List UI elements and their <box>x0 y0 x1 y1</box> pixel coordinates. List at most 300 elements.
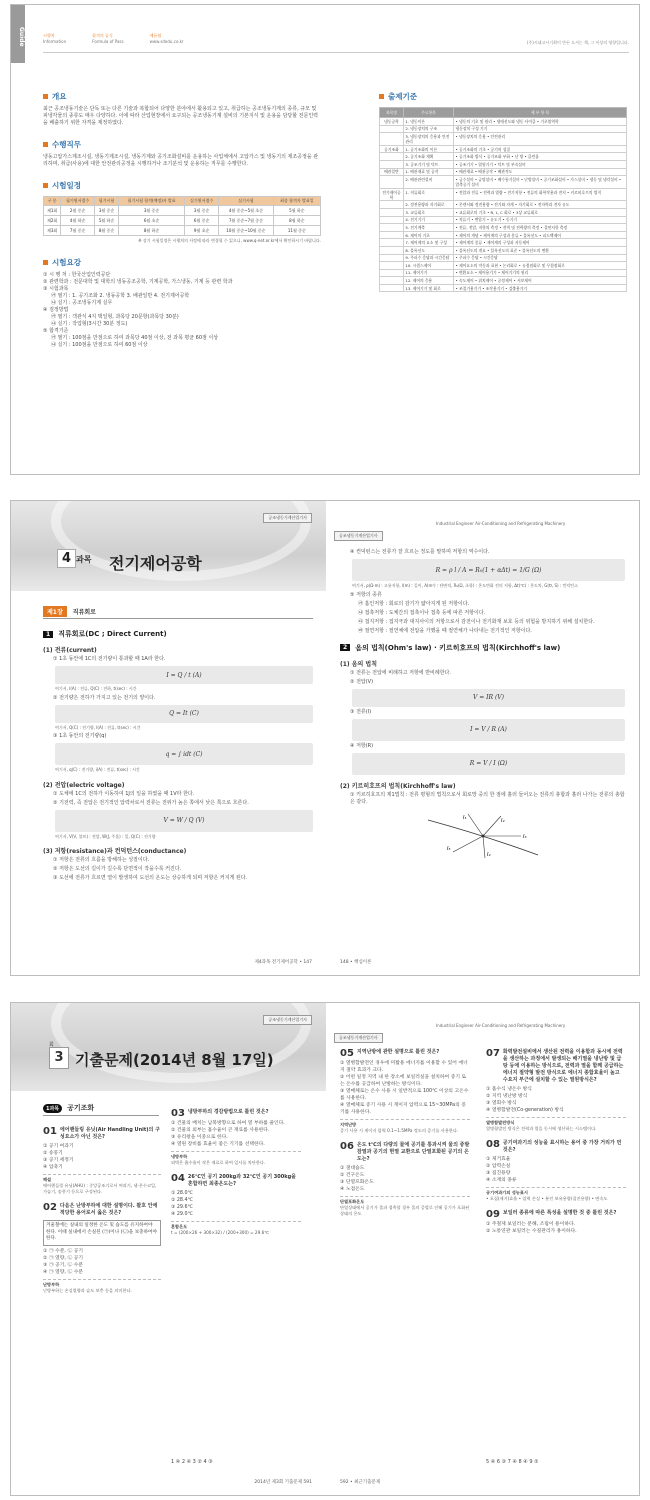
option-list <box>340 1060 470 1116</box>
category-cell <box>380 277 404 285</box>
question-head <box>171 1174 301 1188</box>
answer-option: ③ 단열포화온도 <box>340 1180 374 1185</box>
explanation-label: 공기여과기의 성능표시 <box>486 1190 528 1195</box>
explanation-text: 외벽은 흡수율이 작은 재료로 하여 일사를 차단한다. <box>171 1160 266 1165</box>
answer-option: ① 제거효율 <box>486 1157 511 1162</box>
question-head <box>43 1127 161 1141</box>
question-text: 다음은 난방부하에 대한 설명이다. 괄호 안에 적당한 용어로서 옳은 것은? <box>59 1203 158 1216</box>
question-text: 26℃인 공기 200kg과 32℃인 공기 300kg을 혼합하면 최종온도는? <box>187 1174 296 1187</box>
schedule-note: ※ 상기 시험일정은 시행처의 사정에 따라 변경될 수 있으니, www.q-net.or.kr에서 확인하시기 바랍니다. <box>138 238 321 243</box>
section-title <box>43 257 321 268</box>
option-list <box>340 1165 470 1193</box>
requirement-item: ② 관련학과 : 전문대학 및 대학의 냉동공조공학, 기계공학, 가스냉동, 기계 등 관련 학과 <box>43 278 233 285</box>
detail-cell: • 공기조화 방식 • 공기조화 부하 • 난 방 • 클린룸 <box>454 153 627 161</box>
body-text: ㉮ 흡인저항 : 회로의 감기가 얇아지게 된 저항이다. <box>358 600 470 607</box>
question-head <box>486 1049 626 1084</box>
answer-option: ④ ㉠ 열량, ㉡ 수분 <box>43 1269 84 1275</box>
formula-note: 여기서, Q(C) : 전기량, I(A) : 전류, t(sec) : 시간 <box>55 724 141 730</box>
explanation <box>340 1119 470 1134</box>
running-head: Industrial Engineer Air-Conditioning and Refrigerating Machinery <box>436 1023 566 1028</box>
body-text: ① 전류는 전압에 비례하고 저항에 반비례한다. <box>350 669 451 676</box>
header-cell <box>150 33 184 52</box>
table-row <box>380 254 627 262</box>
main-item-cell: 12. 제어의 응용 <box>403 277 453 285</box>
formula: q = ∫ idt (C) <box>55 743 313 765</box>
question-number: 08 <box>486 1139 500 1150</box>
body-text: ④ 컨덕턴스는 전류가 잘 흐르는 정도를 말하며 저항의 역수이다. <box>350 549 490 555</box>
category-cell <box>380 201 404 209</box>
section-heading-text: 옴의 법칙(Ohm's law) · 키르히호프의 법칙(Kirchhoff's law) <box>355 643 561 652</box>
current-label: I₄ <box>486 851 490 858</box>
category-cell <box>380 262 404 270</box>
requirement-item: ㉯ 실기 : 100점을 만점으로 하여 60점 이상 <box>51 341 148 348</box>
option-list <box>171 1190 301 1218</box>
requirement-item: ④ 검정방법 <box>43 306 69 313</box>
table-row <box>380 216 627 224</box>
table-cell: 제2회 <box>44 216 61 226</box>
current-label: I₁ <box>462 814 466 821</box>
question <box>486 1049 626 1132</box>
detail-cell: • 제어요소의 작동과 표현 • 논리회로 • 유접점회로 및 무접점회로 <box>454 262 627 270</box>
main-item-cell: 2. 배관관련설비 <box>403 176 453 189</box>
category-cell <box>380 208 404 216</box>
requirements-list <box>43 272 321 349</box>
table-cell: 8월 하순 <box>273 216 320 226</box>
question <box>486 1140 626 1202</box>
body-text: ② 전압(V) <box>350 678 374 685</box>
main-item-cell: 10. 시퀀스제어 <box>403 262 453 270</box>
question-head <box>486 1210 626 1219</box>
question-number: 02 <box>43 1202 57 1213</box>
explanation-label: 해설 <box>43 1177 52 1182</box>
category-cell <box>380 239 404 247</box>
main-item-cell: 2. 정전용량과 자기회로 <box>403 201 453 209</box>
category-cell <box>380 125 404 133</box>
table-cell: 3월 중순 <box>185 206 219 216</box>
answer-option: ② 송풍기 <box>43 1151 63 1156</box>
table-cell: 8월 중순 <box>95 226 119 236</box>
detail-cell: • 교류회로의 기초 • R, L, C 회로 • 3상 교류회로 <box>454 208 627 216</box>
section-heading-text: 직류회로(DC ; Direct Current) <box>58 630 167 638</box>
detail-cell: • 주파수 응답 • 시간응답 <box>454 254 627 262</box>
table-row <box>380 269 627 277</box>
table-row <box>380 125 627 133</box>
section-heading <box>43 629 313 639</box>
body-text: ① 키르히호프의 제1법칙 : 전류 평형의 법칙으로서 회로망 중의 한 점에 흘러 들어오는 전류의 총합과 흘러 나가는 전류의 총합은 같다. <box>350 791 625 805</box>
section-number: 2 <box>340 644 350 651</box>
explanation-text: 증기 사용 시 게이지 압력 0.1~1.5MPa 정도의 증기를 사용한다. <box>340 1128 459 1133</box>
table-header: 필기시험 합격(예정)자 발표 <box>118 197 184 206</box>
answer-option: ③ 집진용량 <box>486 1171 511 1176</box>
category-cell: 전기제어공학 <box>380 188 404 201</box>
main-item-cell: 13. 제어기기 및 회로 <box>403 284 453 292</box>
answer-option: ③ 29.6℃ <box>171 1205 193 1210</box>
answer-option: ④ 소재의 종류 <box>486 1178 517 1183</box>
table-row <box>380 168 627 176</box>
running-head: Industrial Engineer Air-Conditioning and Refrigerating Machinery <box>436 521 566 526</box>
question <box>340 1142 470 1217</box>
detail-cell: • 배관재료 • 배관공작 • 배관적도 <box>454 168 627 176</box>
detail-cell: • 블록선도의 개요 • 블록선도의 표준 • 블록선도의 변환 <box>454 246 627 254</box>
kirchhoff-node-diagram <box>423 810 543 860</box>
question <box>43 1127 161 1195</box>
formula: I = V / R (A) <box>352 719 625 741</box>
option-list <box>43 1143 161 1171</box>
main-item-cell: 8. 블록선도 <box>403 246 453 254</box>
table-header: 필기시험 <box>95 197 119 206</box>
answer-option: ① 흡수식 냉온수 방식 <box>486 1087 532 1092</box>
detail-cell: • 전압과 전류 • 전력과 열량 • 전기저항 • 전류의 화학작용과 전지 • 키르히호프의 법칙 <box>454 188 627 201</box>
answer-option: ② 압력손실 <box>486 1164 511 1169</box>
category-cell <box>380 153 404 161</box>
main-item-cell: 1. 냉동이론 <box>403 118 453 126</box>
requirements-section <box>43 257 321 349</box>
section-number: 1 <box>43 631 53 638</box>
header-key: 합격의 공식 <box>92 33 113 38</box>
main-item-cell: 1. 직류회로 <box>403 188 453 201</box>
explanation <box>43 1174 161 1195</box>
section-title <box>43 180 321 191</box>
detail-cell: • 냉동의 기초 및 원리 • 냉매선도와 냉동 사이클 • 기초열역학 <box>454 118 627 126</box>
table-row <box>380 224 627 232</box>
table-row <box>380 284 627 292</box>
current-label: I₃ <box>522 833 526 840</box>
formula: R = V / I (Ω) <box>352 753 625 775</box>
book-tag: 공조냉동기계산업기사 <box>334 1033 383 1043</box>
table-cell: 제1회 <box>44 206 61 216</box>
question-number: 04 <box>171 1173 185 1184</box>
answer-option: ② 지역 냉난방 방식 <box>486 1094 528 1099</box>
body-text: ④ 저항(R) <box>350 742 374 749</box>
left-page <box>11 1003 326 1495</box>
formula-note: 여기서, V(V, 볼트) : 전압, W(J, 주울) : 일, Q(C) : 전기량 <box>55 833 156 839</box>
explanation-label: 냉방부하 <box>171 1154 188 1159</box>
subject-title: 전기제어공학 <box>109 554 202 573</box>
category-cell <box>380 176 404 189</box>
table-cell: 7월 중순~7월 중순 <box>219 216 274 226</box>
requirement-item: ㉯ 실기 : 작업형(3시간 30분 정도) <box>51 320 128 327</box>
main-item-cell: 1. 배관재료 및 공작 <box>403 168 453 176</box>
explanation-text: 난방부하는 손실열량과 습도 보충 등을 의미한다. <box>43 1287 132 1293</box>
detail-cell: • 제어의 개념 • 제어계의 구성과 분류 • 블록선도 • 피드백제어 <box>454 231 627 239</box>
question-head <box>43 1203 161 1217</box>
explanation-text: 열병합발전 방식은 전력과 열을 동시에 생산하는 시스템이다. <box>486 1126 597 1131</box>
formula: Q = It (C) <box>55 705 313 723</box>
overview-text: 최근 공조냉동기술은 단독 또는 다른 기술과 복합되어 다양한 분야에서 활용되고 있고, 취급하는 공조냉동기계의 종류, 규모 및 피냉각물의 종류도 매우 다양하다. 이에 따라 산업현장에서 요구되는 공조냉동기계 설비의 기본지식 및 운용을 담당할 전문인력을 배출하기 위한 자격을 제정하였다. <box>43 106 319 126</box>
table-row <box>380 176 627 189</box>
body-text: ② 전기량은 전하가 가지고 있는 전기의 양이다. <box>53 694 156 701</box>
formula: V = W / Q (V) <box>55 810 313 832</box>
formula: V = IR (V) <box>352 689 625 707</box>
main-item-cell: 4. 전기기기 <box>403 216 453 224</box>
table-cell: 6월 중순 <box>185 216 219 226</box>
header-cell <box>92 33 123 52</box>
answer-option: ④ 열원 장비를 효율이 좋은 기기를 선택한다. <box>171 1142 265 1147</box>
section-title-text: 개요 <box>52 92 67 101</box>
category-cell <box>380 231 404 239</box>
subject-suffix: 과목 <box>76 555 92 564</box>
answer-option: ④ 열병합발전(Co-generation) 방식 <box>486 1108 564 1113</box>
book-tag: 공조냉동기계산업기사 <box>334 531 383 541</box>
table-cell: 4월 중순~5월 초순 <box>219 206 274 216</box>
detail-cell: • 공기조화의 기초 • 공기의 성질 <box>454 145 627 153</box>
bullet-icon <box>43 183 48 188</box>
book-tag: 공조냉동기계산업기사 <box>263 513 312 523</box>
header-value: www.sdedu.co.kr <box>149 39 184 44</box>
question-number: 09 <box>486 1209 500 1220</box>
answer-option: ④ 노점온도 <box>340 1187 365 1192</box>
header-value: Information <box>43 39 67 44</box>
formula-note: 여기서, I(A) : 전류, Q(C) : 전하, t(sec) : 시간 <box>55 686 137 691</box>
detail-cell: • 변환요소 • 제어용기기 • 제어기기의 원리 <box>454 269 627 277</box>
subheading: (2) 전압(electric voltage) <box>43 781 125 789</box>
detail-cell: • 급수설비 • 급탕설비 • 배수통기설비 • 난방설비 • 공기조화설비 • 가스설비 • 냉동 및 냉각설비 • 압축공기 설비 <box>454 176 627 189</box>
main-item-cell: 2. 냉동장치의 구조 <box>403 125 453 133</box>
main-item-cell: 6. 제어의 기초 <box>403 231 453 239</box>
table-row <box>380 239 627 247</box>
subject-number-box: 4 <box>57 549 76 568</box>
question-passage: 겨울철에는 실내의 일정한 온도 및 습도를 유지하여야 한다. 이때 실내에서 손실된 (㉠)이나 (㉡)을 보충하여야 한다. <box>43 1220 161 1246</box>
answer-key: 1 ④ 2 ④ 3 ② 4 ③ <box>171 1459 213 1465</box>
table-header: 구 분 <box>44 197 61 206</box>
answer-key: 5 ④ 6 ③ 7 ④ 8 ④ 9 ② <box>486 1459 539 1465</box>
explanation-text: 에어핸들링 유닛(AHU) : 중앙공조기로서 여과기, 냉·온수코일, 가습기, 송풍기 등으로 구성된다. <box>43 1183 157 1194</box>
table-header: 최종 합격자 발표일 <box>273 197 320 206</box>
category-cell: 배관일반 <box>380 168 404 176</box>
section-title <box>43 139 321 150</box>
body-text: ⑤ 저항의 종류 <box>350 591 382 598</box>
question-column <box>43 1127 161 1302</box>
current-label: I₅ <box>446 845 450 852</box>
formula-note: 여기서, q(C) : 전기량, i(A) : 전류, t(sec) : 시간 <box>55 767 140 772</box>
header-key: 에듀윌 <box>149 33 162 38</box>
duty-text: 냉동고압가스제조시설, 냉동기제조시설, 냉동기계와 공기조화설비를 운용하는 사업체에서 고압가스 및 냉동기의 제조공정을 관리하며, 취급(사용)에 대한 안전관리공정을 시행하거나 조기분석 및 운용하는 직무를 수행한다. <box>43 154 319 167</box>
answer-option: ② ㉠ 열량, ㉡ 공기 <box>43 1255 84 1261</box>
answer-option: ② 건구온도 <box>340 1173 365 1178</box>
subject-number <box>57 551 92 566</box>
category-cell <box>380 224 404 232</box>
guide-tab: Guide <box>11 5 25 63</box>
option-list <box>486 1156 626 1184</box>
node-point <box>481 834 484 837</box>
answer-option: ④ 열매체로 증기 사용 시 게이지 압력으로 15~30MPa의 증기를 사용한다. <box>340 1103 466 1115</box>
question-head <box>340 1142 470 1163</box>
requirement-item: ㉮ 필기 : 1. 공기조화 2. 냉동공학 3. 배관일반 4. 전기제어공학 <box>51 292 190 299</box>
table-header: 실기시험 <box>219 197 274 206</box>
right-content <box>340 547 625 864</box>
table-cell: 7월 중순 <box>61 226 95 236</box>
body-text: ㉱ 절연저항 : 절연체에 전압을 가했을 때 절연체가 나타내는 전기적인 저항이다. <box>358 627 532 634</box>
body-text: ② 기전력, 즉 전압은 전기적인 압력차로서 전류는 전위가 높은 쪽에서 낮은 쪽으로 흐른다. <box>53 799 249 806</box>
question-number: 01 <box>43 1126 57 1137</box>
answer-option: ① 28.0℃ <box>171 1191 193 1196</box>
theory-spread <box>10 500 640 976</box>
current-line <box>468 814 483 836</box>
section-title-text: 시험일정 <box>52 181 81 190</box>
question <box>43 1203 161 1294</box>
question-text: 공기여과기의 성능을 표시하는 용어 중 가장 거리가 먼 것은? <box>502 1140 622 1153</box>
question-number: 03 <box>171 1108 185 1119</box>
page-footer: 592 • 최근기출문제 <box>340 1480 381 1485</box>
body-text: ㉰ 접지저항 : 접지극과 대지사이의 저항으로서 감전이나 전기화재 보호 등의 위험을 방지하기 위해 설치한다. <box>358 618 595 625</box>
category-cell: 냉동공학 <box>380 118 404 126</box>
explanation-text: 단열상태에서 공기가 물과 접촉할 경우 물의 증발로 인해 공기가 포화된 상태의 온도 <box>340 1205 470 1216</box>
question-number: 07 <box>486 1048 500 1059</box>
table-cell: 3월 중순 <box>118 206 184 216</box>
question <box>486 1210 626 1235</box>
explanation-label: 난방부하 <box>43 1281 60 1287</box>
detail-cell: • 콘덴서와 정전용량 • 전기와 자계 • 자기회로 • 전자력과 전자 유도 <box>454 201 627 209</box>
section-title <box>43 91 321 102</box>
duty-section <box>43 139 321 168</box>
subheading: (2) 키르히호프의 법칙(Kirchhoff's law) <box>340 782 456 790</box>
requirement-item: ㉮ 필기 : 객관식 4지 택일형, 과목당 20문항(과목당 30분) <box>51 313 179 320</box>
explanation <box>486 1187 626 1202</box>
main-item-cell: 3. 냉동장치의 응용과 안전관리 <box>403 133 453 146</box>
detail-cell: • 제어계의 종류 • 제어계의 구성과 자동제어 <box>454 239 627 247</box>
answer-option: ④ 29.0℃ <box>171 1212 193 1217</box>
section-title-text: 출제기준 <box>388 92 417 101</box>
table-row <box>380 277 627 285</box>
category-cell: 공기조화 <box>380 145 404 153</box>
header-key: 시행처 <box>43 33 55 38</box>
explanation-label: 혼합온도 <box>171 1224 188 1229</box>
explanation <box>171 1151 301 1166</box>
answer-option: ③ 열매체로는 온수 사용 시 일반적으로 100℃ 이상의 고온수를 사용한다. <box>340 1089 469 1101</box>
question-head <box>486 1140 626 1154</box>
table-header: 세 부 항 목 <box>454 108 627 118</box>
left-page <box>11 501 326 975</box>
category-cell <box>380 246 404 254</box>
explanation <box>171 1221 301 1236</box>
right-page <box>326 1003 640 1495</box>
requirement-item: ㉮ 필기 : 100점을 만점으로 하여 과목당 40점 이상, 전 과목 평균 60점 이상 <box>51 334 219 341</box>
body-text: ① 1초 동안에 1C의 전기량이 통과할 때 1A라 한다. <box>53 656 166 662</box>
detail-cell: • 속도제어 • 위치제어 • 공정제어 • 서보제어 <box>454 277 627 285</box>
table-row <box>380 118 627 126</box>
body-text: ③ 1초 동안의 전기량(q) <box>53 733 107 739</box>
table-header: 과목명 <box>380 108 404 118</box>
question <box>340 1049 470 1134</box>
main-item-cell: 11. 제어기기 <box>403 269 453 277</box>
table-cell: 5월 하순 <box>273 206 320 216</box>
answer-option: ① 주철제 보일러는 분해, 조립이 용이하다. <box>486 1222 576 1227</box>
question <box>171 1109 301 1166</box>
table-row <box>44 206 321 216</box>
header-slogan: (주)시대고시기획이 만든 도서는 책, 그 이상의 영향입니다. <box>526 39 629 45</box>
answer-option: ① ㉠ 수분, ㉡ 공기 <box>43 1248 84 1254</box>
answer-option: ④ 압축기 <box>43 1165 63 1170</box>
answer-option: ② 어떤 일정 지역 내 한 장소에 보일러실을 설치하여 증기 또는 온수를 공급하여 난방하는 방식이다. <box>340 1075 467 1087</box>
table-row <box>380 208 627 216</box>
current-label: I₂ <box>500 817 504 824</box>
body-text: ③ 전류(I) <box>350 708 372 715</box>
explanation <box>340 1196 470 1217</box>
table-row <box>380 145 627 153</box>
answer-option: ① 공기 여과기 <box>43 1144 74 1149</box>
subheading: (1) 옴의 법칙 <box>340 660 378 668</box>
main-item-cell: 7. 제어계의 요소 및 구성 <box>403 239 453 247</box>
category-cell <box>380 133 404 146</box>
detail-cell: • 냉동장치의 응용 • 안전관리 <box>454 133 627 146</box>
explanation-text: t = (200×26 + 300×32) / (200+300) = 29.6℃ <box>171 1230 269 1235</box>
detail-cell: • 공조기기 • 열원기기 • 덕트 및 부속설비 <box>454 160 627 168</box>
explanation-text: • 포집(제거)효율 • 압력 손실 • 분진 보유용량(집진용량) • 면속도 <box>486 1196 608 1201</box>
subject-badge <box>43 1103 159 1116</box>
header-cell <box>43 33 66 52</box>
table-row <box>380 160 627 168</box>
schedule-table <box>43 196 321 236</box>
answer-option: ③ ㉠ 공기, ㉡ 수분 <box>43 1262 84 1268</box>
question-column <box>486 1049 626 1243</box>
section-heading <box>340 643 625 653</box>
overview-section <box>43 91 321 127</box>
section-title <box>379 91 627 102</box>
question-text: 온도 t℃의 다량의 물에 공기를 통과시켜 물의 증발잠열과 공기의 현열 교환으로 단열포화된 공기의 온도는? <box>356 1142 470 1162</box>
table-cell: 8월 하순 <box>118 226 184 236</box>
main-item-cell: 9. 주파수 응답과 시간응답 <box>403 254 453 262</box>
question-text: 냉방부하의 경감방법으로 틀린 것은? <box>187 1109 269 1115</box>
formula-note: 여기서, ρ(Ω·m) : 고유저항, l(m) : 길이, A(m²) : 단면적, R₀(Ω, 초항) : 온도변화 전의 저항, Δt(℃) : 온도차, G(℧, S) : 컨덕턴스 <box>352 583 578 588</box>
main-item-cell: 3. 교류회로 <box>403 208 453 216</box>
page-footer: 2014년 제3회 기출문제 591 <box>254 1480 312 1485</box>
exam-number-suffix: 회 <box>49 1042 54 1048</box>
answer-option: ① 열병합발전인 경우에 미활용 에너지를 이용할 수 있어 에너지 절약 효과가 크다. <box>340 1061 468 1073</box>
detail-cell: • 전류, 전압, 저항의 측정 • 전력 및 전력량의 측정 • 절연저항 측정 <box>454 224 627 232</box>
answer-option: ① 건물의 배치는 남북방향으로 하여 열 부하를 줄인다. <box>171 1121 285 1126</box>
detail-cell: • 직류기 • 변압기 • 유도기 • 동기기 <box>454 216 627 224</box>
detail-cell: 냉동장치 구성 기기 <box>454 125 627 133</box>
guide-page <box>10 4 640 475</box>
option-list <box>486 1221 626 1235</box>
question-number: 05 <box>340 1048 354 1059</box>
subject-label: 공기조화 <box>67 1104 95 1112</box>
category-cell <box>380 160 404 168</box>
category-cell <box>380 284 404 292</box>
answer-option: ③ 유리창을 이중으로 한다. <box>171 1135 228 1140</box>
answer-option: ② 28.4℃ <box>171 1198 193 1203</box>
header-value: Formula of Pass <box>92 39 124 44</box>
question-text: 지역난방에 관한 설명으로 틀린 것은? <box>356 1049 440 1055</box>
option-list <box>43 1248 161 1276</box>
body-text: ② 저항은 도선의 길이가 길수록 단면적이 작을수록 커진다. <box>53 866 182 872</box>
question <box>171 1174 301 1236</box>
schedule-section <box>43 180 321 245</box>
exam-spread <box>10 1002 640 1496</box>
question-head <box>340 1049 470 1058</box>
requirement-item: ③ 시험과목 <box>43 285 69 292</box>
requirement-item: ㉯ 실기 : 공조냉동기계 실무 <box>51 299 113 306</box>
section-title-text: 시험요강 <box>52 257 81 267</box>
table-header: 필기원서접수 <box>61 197 95 206</box>
table-row <box>380 246 627 254</box>
current-line <box>453 836 483 852</box>
answer-option: ① 절대습도 <box>340 1166 365 1171</box>
question-text: 보일러 종류에 따른 특성을 설명한 것 중 틀린 것은? <box>502 1210 617 1216</box>
explanation <box>486 1117 626 1132</box>
table-row <box>380 188 627 201</box>
question-column <box>340 1049 470 1225</box>
table-row <box>380 153 627 161</box>
table-cell: 제3회 <box>44 226 61 236</box>
bullet-icon <box>43 142 48 147</box>
formula: R = ρ l / A = R₀(1 + αΔt) = 1/G (Ω) <box>352 559 625 581</box>
answer-option: ③ 공기 세정기 <box>43 1158 74 1163</box>
subheading: (3) 저항(resistance)과 컨덕턴스(conductance) <box>43 848 187 855</box>
table-row <box>44 226 321 236</box>
chapter-title: 직류회로 <box>72 609 96 616</box>
chapter-number: 제1장 <box>43 606 67 617</box>
